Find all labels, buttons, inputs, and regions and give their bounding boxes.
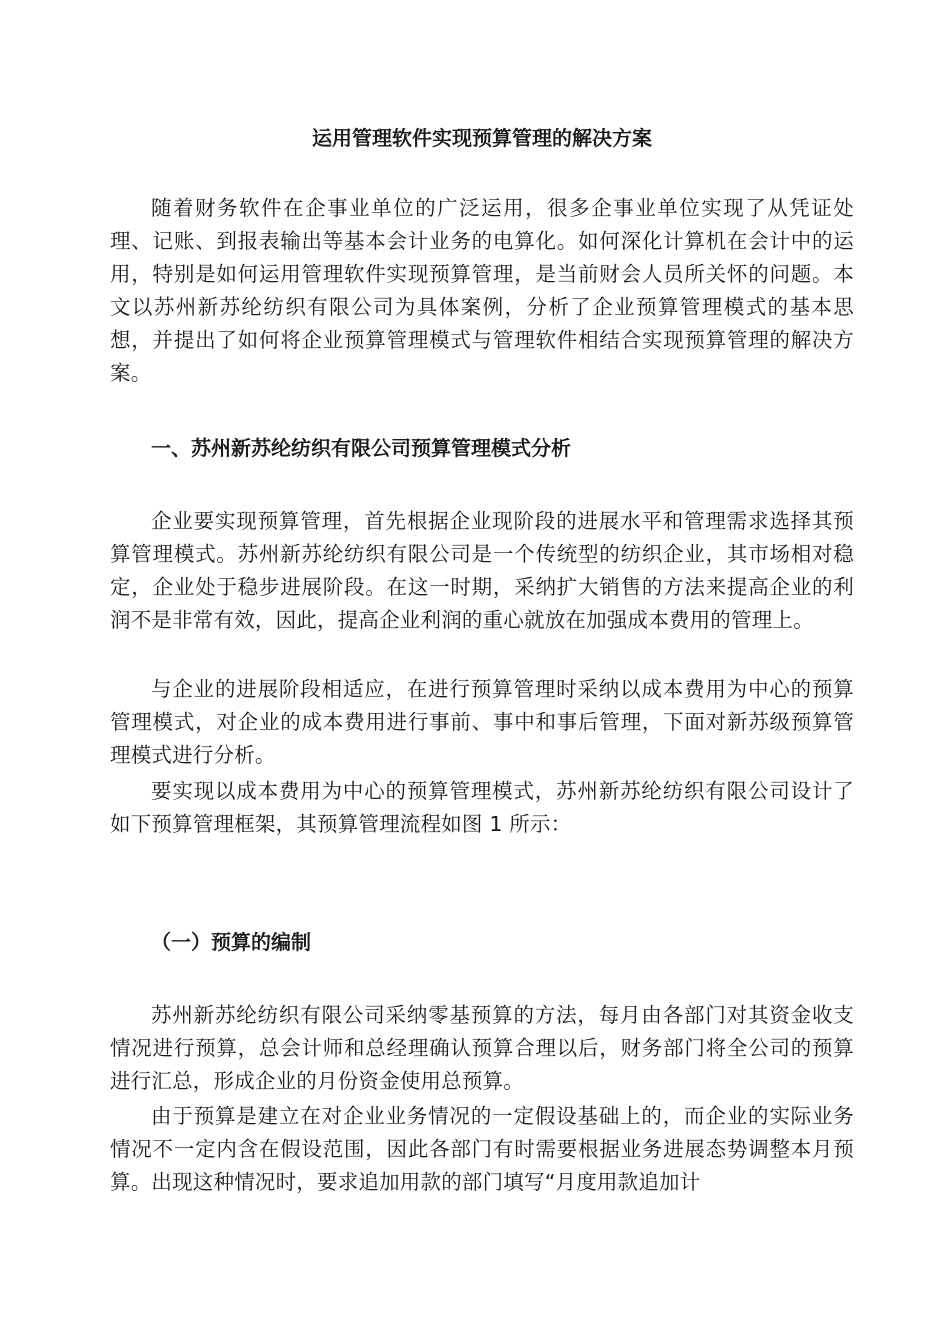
section-1-paragraph-1: 企业要实现预算管理，首先根据企业现阶段的进展水平和管理需求选择其预算管理模式。苏州新苏纶纺织有限公司是一个传统型的纺织企业，其市场相对稳定，企业处于稳步进展阶段。在这一时期，采纳扩大销售的方法来提高企业的利润不是非常有效，因此，提高企业利润的重心就放在加强成本费用的管理上。 bbox=[110, 509, 854, 632]
subsection-1-paragraph-2: 由于预算是建立在对企业业务情况的一定假设基础上的，而企业的实际业务情况不一定内含在假设范围，因此各部门有时需要根据业务进展态势调整本月预算。出现这种情况时，要求追加用款的部门填写“月度用款追加计 bbox=[110, 1104, 854, 1194]
section-1-paragraph-3: 要实现以成本费用为中心的预算管理模式，苏州新苏纶纺织有限公司设计了如下预算管理框架，其预算管理流程如图 1 所示： bbox=[110, 779, 854, 836]
document-title: 运用管理软件实现预算管理的解决方案 bbox=[312, 126, 652, 150]
section-1-heading: 一、苏州新苏纶纺织有限公司预算管理模式分析 bbox=[151, 436, 571, 460]
subsection-1-heading: （一）预算的编制 bbox=[151, 930, 311, 954]
section-1-paragraph-2: 与企业的进展阶段相适应，在进行预算管理时采纳以成本费用为中心的预算管理模式，对企业的成本费用进行事前、事中和事后管理，下面对新苏级预算管理模式进行分析。 bbox=[110, 677, 854, 767]
intro-paragraph: 随着财务软件在企事业单位的广泛运用，很多企事业单位实现了从凭证处理、记账、到报表输出等基本会计业务的电算化。如何深化计算机在会计中的运用，特别是如何运用管理软件实现预算管理，是当前财会人员所关怀的问题。本文以苏州新苏纶纺织有限公司为具体案例，分析了企业预算管理模式的基本思想，并提出了如何将企业预算管理模式与管理软件相结合实现预算管理的解决方案。 bbox=[110, 196, 854, 385]
subsection-1-paragraph-1: 苏州新苏纶纺织有限公司采纳零基预算的方法，每月由各部门对其资金收支情况进行预算，总会计师和总经理确认预算合理以后，财务部门将全公司的预算进行汇总，形成企业的月份资金使用总预算。 bbox=[110, 1003, 854, 1093]
